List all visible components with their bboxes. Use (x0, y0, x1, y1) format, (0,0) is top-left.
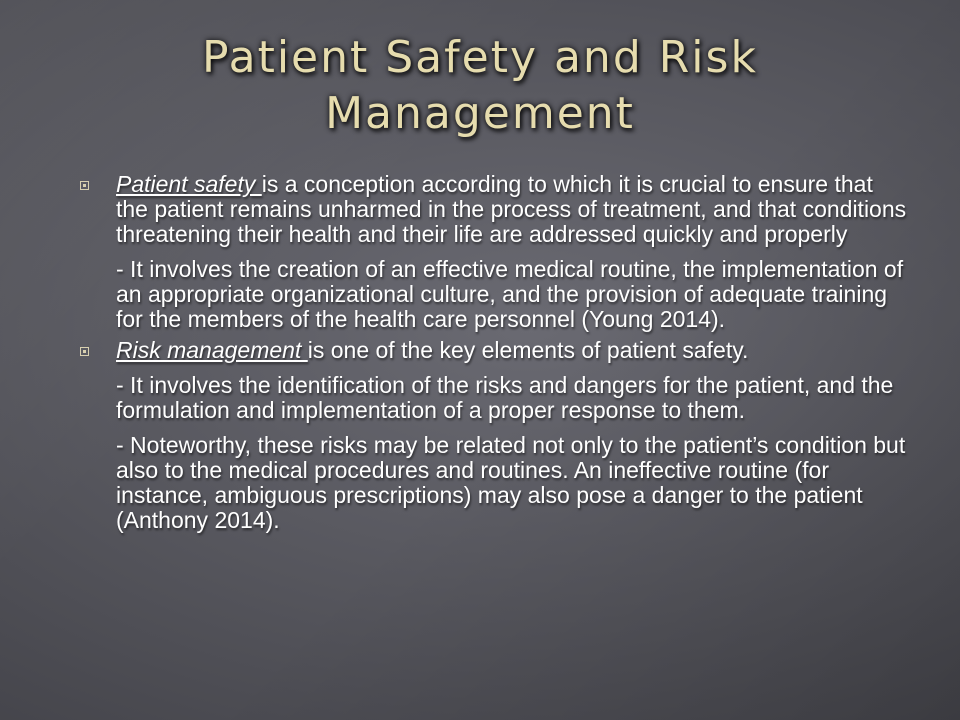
sub-point: - It involves the identification of the risks and dangers for the patient, and the formulation and implementation of a proper response to them. (116, 372, 894, 423)
bullet-patient-safety (78, 172, 908, 332)
slide-body (78, 172, 908, 539)
term-patient-safety: Patient safety (116, 171, 262, 197)
slide-title-line-2: Management (325, 88, 635, 139)
slide-title-line-1: Patient Safety and Risk (202, 32, 758, 83)
square-bullet-icon (80, 181, 89, 190)
sub-point: - It involves the creation of an effective medical routine, the implementation of an appropriate organizational culture, and the provision of adequate training for the members of the health care personnel (Young 2014). (116, 256, 904, 332)
bullet-definition: is a conception according to which it is crucial to ensure that the patient remains unharmed in the process of treatment, and that conditions threatening their health and their life are addressed quickly and properly (116, 171, 907, 247)
bullet-risk-management (78, 338, 908, 533)
bullet-text (116, 338, 908, 363)
slide-title (60, 30, 900, 142)
term-risk-management: Risk management (116, 337, 308, 363)
square-bullet-icon (80, 347, 89, 356)
bullet-definition: is one of the key elements of patient safety. (307, 337, 749, 363)
bullet-text (116, 172, 908, 247)
sub-point: - Noteworthy, these risks may be related not only to the patient’s condition but also to the medical procedures and routines. An ineffective routine (for instance, ambiguous prescriptions) may also pose a danger to the patient (Anthony 2014). (116, 432, 906, 533)
